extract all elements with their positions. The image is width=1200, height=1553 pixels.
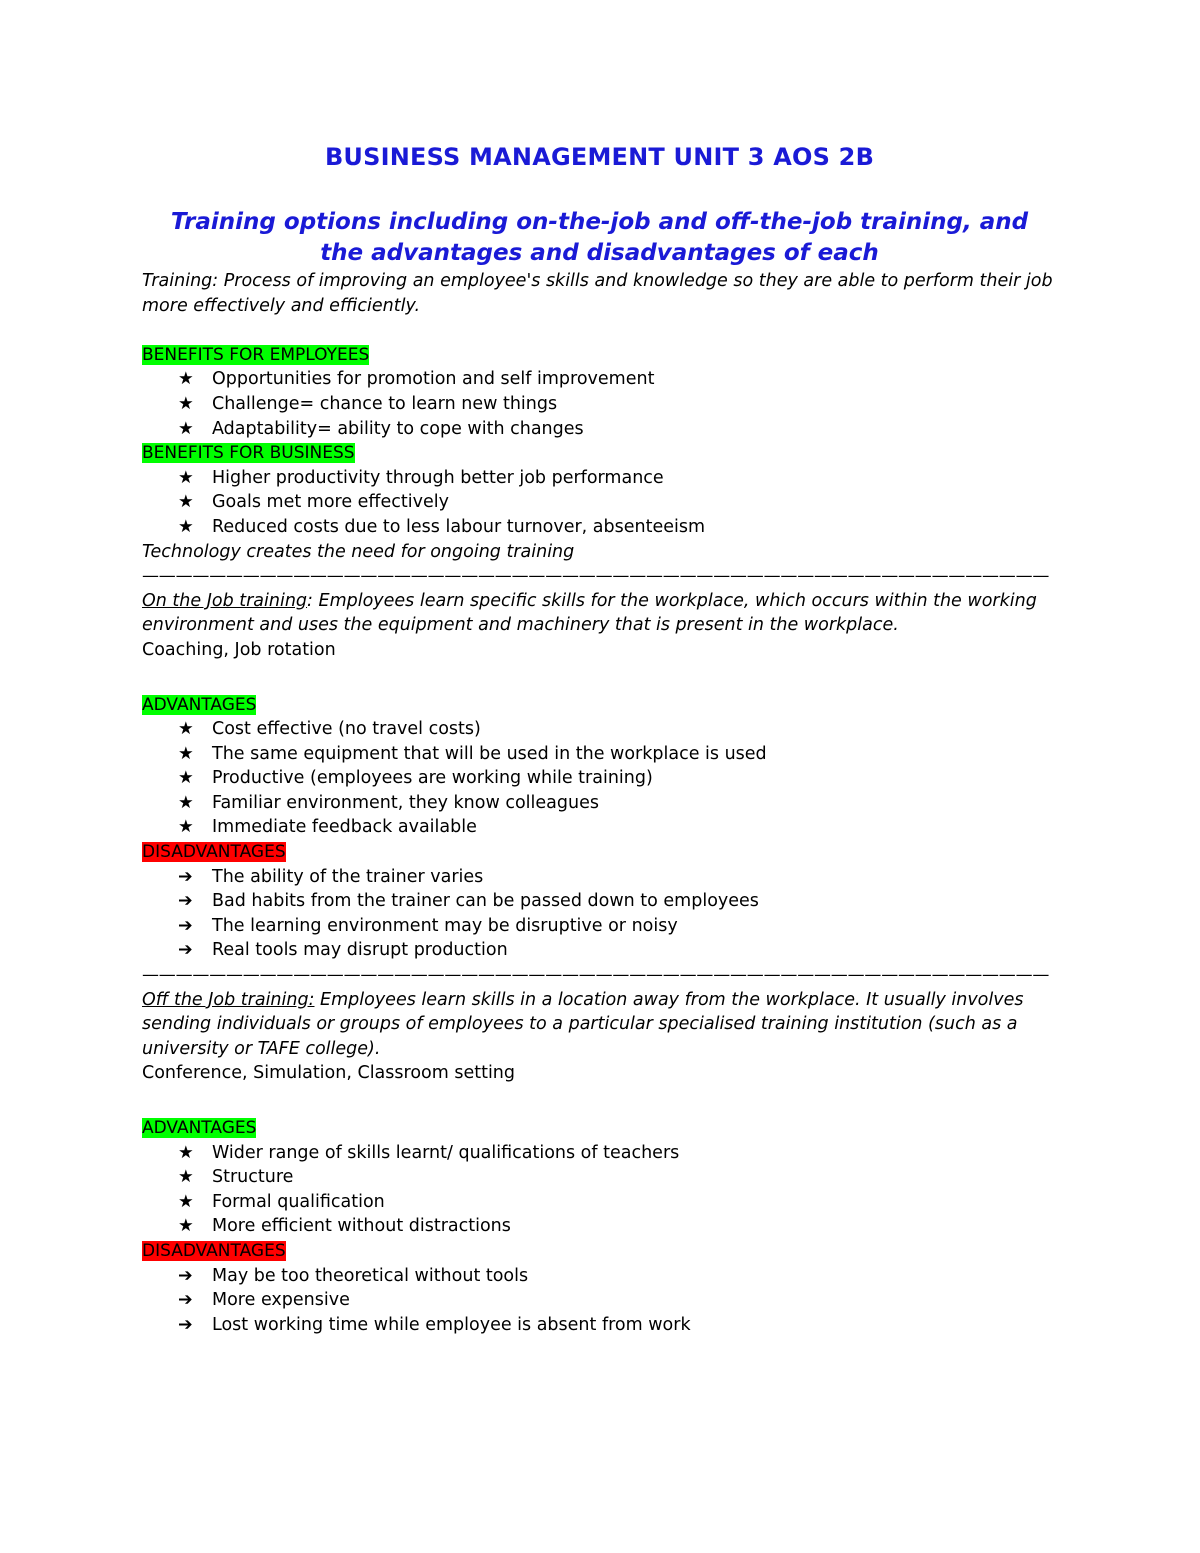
star-icon: ★ bbox=[178, 1142, 194, 1163]
list-item: ★ The same equipment that will be used in the workplace is used bbox=[142, 742, 1057, 767]
list-item: ➔ May be too theoretical without tools bbox=[142, 1264, 1057, 1289]
list-item: ➔ Lost working time while employee is absent from work bbox=[142, 1313, 1057, 1338]
star-icon: ★ bbox=[178, 1167, 194, 1188]
star-icon: ★ bbox=[178, 1216, 194, 1237]
list-item: ★ Immediate feedback available bbox=[142, 815, 1057, 840]
list-item: ★ Higher productivity through better job performance bbox=[142, 466, 1057, 491]
list-item: ➔ More expensive bbox=[142, 1288, 1057, 1313]
on-the-job-disadvantages-list bbox=[142, 865, 1057, 963]
list-item: ★ Goals met more effectively bbox=[142, 490, 1057, 515]
off-the-job-disadvantages-list bbox=[142, 1264, 1057, 1338]
list-item: ★ Productive (employees are working while training) bbox=[142, 766, 1057, 791]
benefits-business-heading: BENEFITS FOR BUSINESS bbox=[142, 443, 355, 464]
list-item: ➔ The learning environment may be disruptive or noisy bbox=[142, 914, 1057, 939]
on-the-job-definition: On the Job training: Employees learn specific skills for the workplace, which occurs within the working environment and uses the equipment and machinery that is present in the workplace. bbox=[142, 590, 1037, 636]
star-icon: ★ bbox=[178, 743, 194, 764]
off-the-job-advantages-heading: ADVANTAGES bbox=[142, 1118, 257, 1138]
arrow-right-icon: ➔ bbox=[178, 866, 193, 887]
subtitle-line-1: Training options including on-the-job and off-the-job training, and bbox=[170, 209, 1029, 235]
star-icon: ★ bbox=[178, 1191, 194, 1212]
document-page bbox=[142, 140, 1057, 1337]
star-icon: ★ bbox=[178, 817, 194, 838]
star-icon: ★ bbox=[178, 792, 194, 813]
list-item: ★ Opportunities for promotion and self improvement bbox=[142, 367, 1057, 392]
arrow-right-icon: ➔ bbox=[178, 891, 193, 912]
list-item: ➔ The ability of the trainer varies bbox=[142, 865, 1057, 890]
star-icon: ★ bbox=[178, 467, 194, 488]
list-item: ★ Structure bbox=[142, 1165, 1057, 1190]
section-subtitle bbox=[142, 207, 1057, 269]
star-icon: ★ bbox=[178, 516, 194, 537]
star-icon: ★ bbox=[178, 492, 194, 513]
list-item: ★ More efficient without distractions bbox=[142, 1214, 1057, 1239]
subtitle-line-2: the advantages and disadvantages of each bbox=[320, 240, 879, 266]
list-item: ★ Cost effective (no travel costs) bbox=[142, 717, 1057, 742]
on-the-job-disadvantages-heading: DISADVANTAGES bbox=[142, 842, 286, 863]
star-icon: ★ bbox=[178, 393, 194, 414]
star-icon: ★ bbox=[178, 369, 194, 390]
divider: —————————————————————————————————————————————————————— bbox=[142, 566, 1050, 587]
off-the-job-label: Off the Job training: bbox=[142, 989, 315, 1010]
list-item: ★ Reduced costs due to less labour turnover, absenteeism bbox=[142, 515, 1057, 540]
list-item: ★ Wider range of skills learnt/ qualifications of teachers bbox=[142, 1141, 1057, 1166]
list-item: ➔ Bad habits from the trainer can be passed down to employees bbox=[142, 889, 1057, 914]
list-item: ★ Adaptability= ability to cope with changes bbox=[142, 417, 1057, 442]
off-the-job-methods: Conference, Simulation, Classroom setting bbox=[142, 1063, 516, 1084]
star-icon: ★ bbox=[178, 418, 194, 439]
arrow-right-icon: ➔ bbox=[178, 1314, 193, 1335]
list-item: ★ Challenge= chance to learn new things bbox=[142, 392, 1057, 417]
arrow-right-icon: ➔ bbox=[178, 1290, 193, 1311]
star-icon: ★ bbox=[178, 768, 194, 789]
training-definition: Training: Process of improving an employee's skills and knowledge so they are able to perform their job more effectively and efficiently. bbox=[142, 271, 1053, 316]
arrow-right-icon: ➔ bbox=[178, 940, 193, 961]
star-icon: ★ bbox=[178, 719, 194, 740]
arrow-right-icon: ➔ bbox=[178, 1265, 193, 1286]
on-the-job-label: On the Job training bbox=[142, 590, 308, 611]
off-the-job-definition: Off the Job training: Employees learn skills in a location away from the workplace. It usually involves sending individuals or groups of employees to a particular specialised training institution (such as a university or TAFE college). bbox=[142, 989, 1024, 1059]
technology-note: Technology creates the need for ongoing training bbox=[142, 541, 575, 562]
list-item: ★ Familiar environment, they know colleagues bbox=[142, 791, 1057, 816]
page-title: BUSINESS MANAGEMENT UNIT 3 AOS 2B bbox=[324, 143, 875, 171]
list-item: ➔ Real tools may disrupt production bbox=[142, 938, 1057, 963]
divider: —————————————————————————————————————————————————————— bbox=[142, 965, 1050, 986]
list-item: ★ Formal qualification bbox=[142, 1190, 1057, 1215]
benefits-business-list bbox=[142, 466, 1057, 540]
on-the-job-methods: Coaching, Job rotation bbox=[142, 639, 336, 660]
benefits-employees-list bbox=[142, 367, 1057, 441]
on-the-job-advantages-list bbox=[142, 717, 1057, 840]
off-the-job-advantages-list bbox=[142, 1141, 1057, 1239]
off-the-job-disadvantages-heading: DISADVANTAGES bbox=[142, 1240, 286, 1261]
on-the-job-advantages-heading: ADVANTAGES bbox=[142, 694, 257, 715]
arrow-right-icon: ➔ bbox=[178, 915, 193, 936]
benefits-employees-heading: BENEFITS FOR EMPLOYEES bbox=[142, 344, 370, 365]
